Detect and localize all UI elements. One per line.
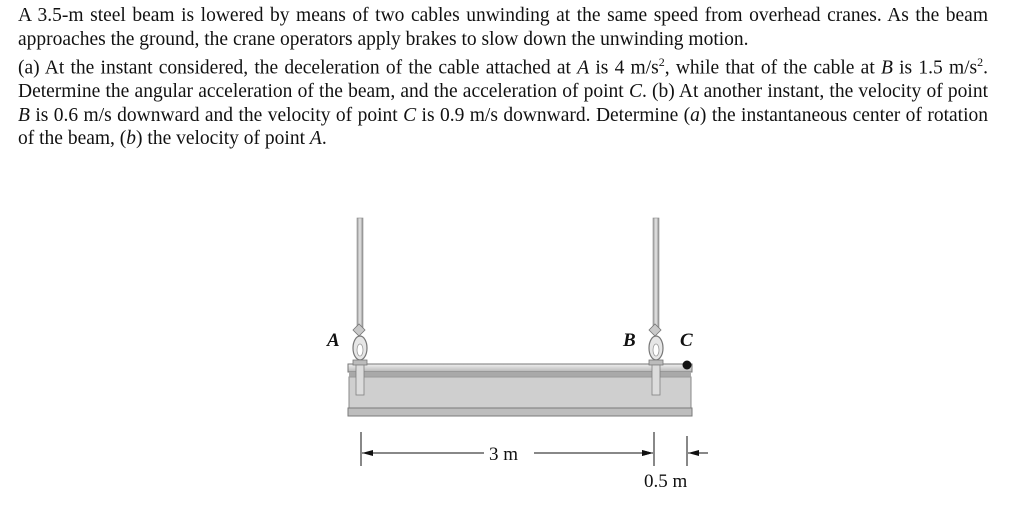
problem-statement: A 3.5-m steel beam is lowered by means of two cables unwinding at the same speed from overhead cranes. As the beam approaches the ground, the crane operators apply brakes to slow down the unwinding motion. (a) At the instant considered, the deceleration of the cable attached at A is 4 $m/s^2$, while that of the cable at B is 1.5 $m/s^2$. Determine the angular acceleration of the beam, and the acceleration of point C. (b) At another instant, the velocity of point B is 0.6 m/s downward and the velocity of point C is 0.9 m/s downward. Determine (a) the instantaneous center of rotation of the beam, (b) the velocity of point A. bbox=[18, 5, 988, 149]
cable-a bbox=[357, 218, 363, 330]
problem-intro: A 3.5-m steel beam is lowered by means of two cables unwinding at the same speed from overhead cranes. As the beam approaches the ground, the crane operators apply brakes to slow down the unwinding motion. bbox=[18, 5, 988, 50]
dimension-0-5m bbox=[636, 436, 708, 466]
label-c: C bbox=[680, 330, 693, 351]
cable-b bbox=[653, 218, 659, 330]
steel-beam bbox=[348, 364, 692, 416]
dimension-3m-label: 3 m bbox=[489, 444, 519, 465]
label-a: A bbox=[327, 330, 340, 351]
label-b: B bbox=[623, 330, 636, 351]
point-c-dot bbox=[683, 361, 692, 370]
dimension-0-5m-label: 0.5 m bbox=[644, 471, 688, 492]
